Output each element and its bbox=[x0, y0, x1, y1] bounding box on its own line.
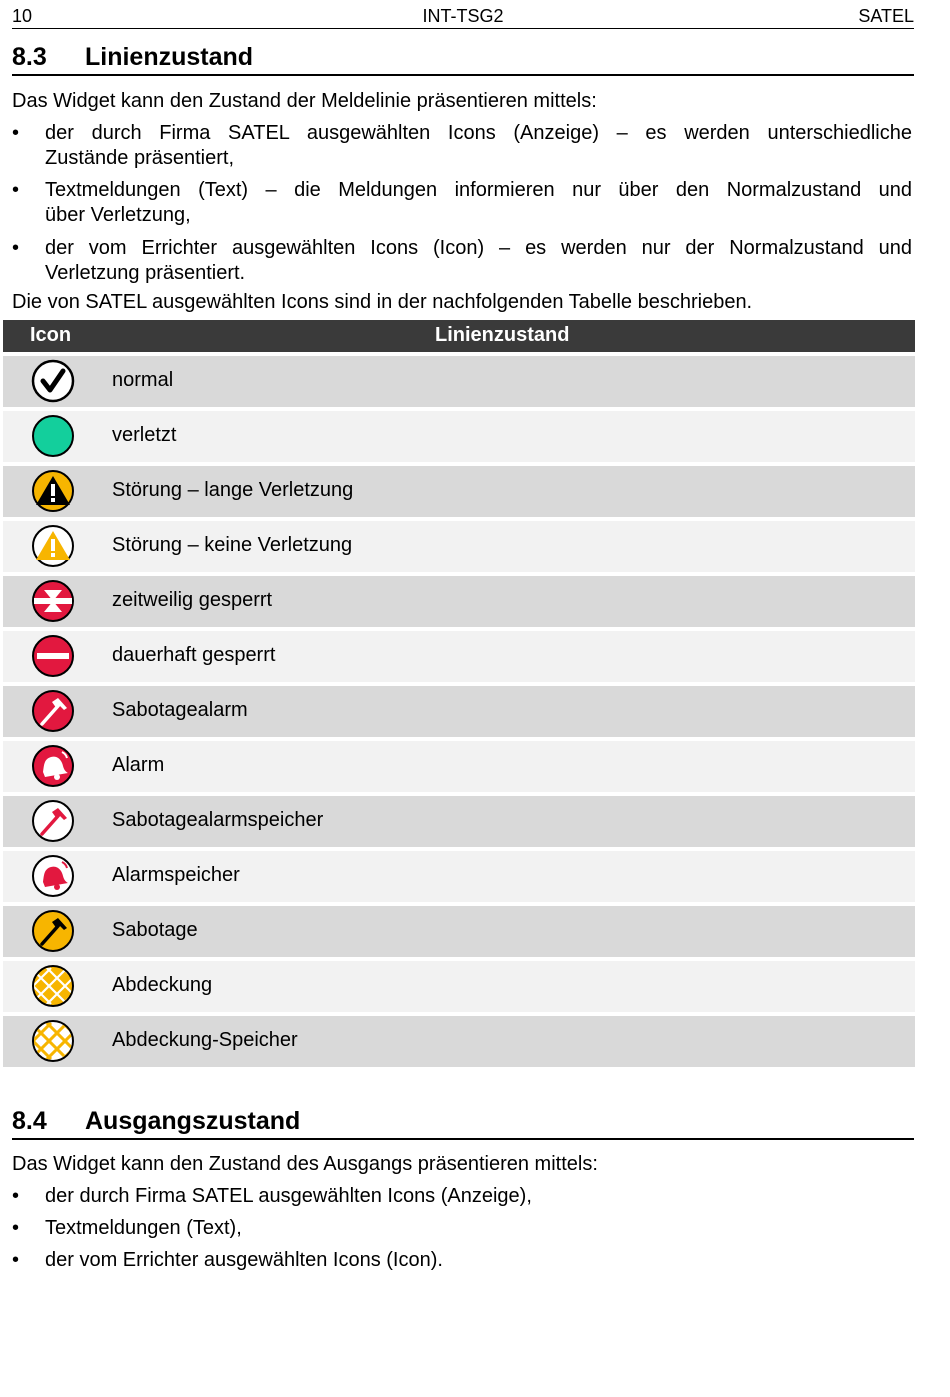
state-label: verletzt bbox=[112, 424, 177, 446]
bullet-text: der vom Errichter ausgewählten Icons (Icon). bbox=[45, 1249, 443, 1271]
section-intro: Das Widget kann den Zustand der Meldelinie präsentieren mittels: bbox=[12, 90, 597, 112]
state-label: Störung – lange Verletzung bbox=[112, 479, 354, 501]
section-intro: Das Widget kann den Zustand des Ausgangs präsentieren mittels: bbox=[12, 1153, 598, 1175]
page-number: 10 bbox=[12, 6, 33, 26]
state-label: Sabotagealarm bbox=[112, 699, 248, 721]
state-label: Abdeckung-Speicher bbox=[112, 1029, 298, 1051]
state-label: Sabotage bbox=[112, 919, 198, 941]
page-header bbox=[12, 4, 914, 29]
bullet-text: Zustände präsentiert, bbox=[45, 147, 234, 169]
table-row bbox=[3, 466, 915, 517]
bullet-dot: • bbox=[12, 237, 20, 259]
hammer-red-icon bbox=[31, 689, 75, 733]
hammer-yellow-icon bbox=[31, 909, 75, 953]
status-table bbox=[3, 320, 915, 1067]
state-label: Störung – keine Verletzung bbox=[112, 534, 353, 556]
table-row bbox=[3, 961, 915, 1012]
table-intro: Die von SATEL ausgewählten Icons sind in der nachfolgenden Tabelle beschrieben. bbox=[12, 291, 753, 313]
table-row bbox=[3, 521, 915, 572]
table-row bbox=[3, 631, 915, 682]
bullet-dot: • bbox=[12, 1217, 20, 1239]
table-row bbox=[3, 906, 915, 957]
bullet-text: der vom Errichter ausgewählten Icons (Icon) – es werden nur der Normalzustand und bbox=[45, 237, 912, 259]
bullet-text: über Verletzung, bbox=[45, 204, 191, 226]
no-entry-icon bbox=[31, 634, 75, 678]
bullet-text: Textmeldungen (Text), bbox=[45, 1217, 242, 1239]
brand-name: SATEL bbox=[858, 6, 914, 26]
state-label: normal bbox=[112, 369, 174, 391]
section-number: 8.4 bbox=[12, 1107, 47, 1135]
column-header-state: Linienzustand bbox=[435, 324, 570, 346]
lattice-memory-icon bbox=[31, 1019, 75, 1063]
doc-title: INT-TSG2 bbox=[422, 6, 504, 26]
table-row bbox=[3, 1016, 915, 1067]
table-row bbox=[3, 686, 915, 737]
section-8-4-heading bbox=[12, 1106, 914, 1140]
section-number: 8.3 bbox=[12, 43, 47, 71]
bullet-text: Textmeldungen (Text) – die Meldungen informieren nur über den Normalzustand und bbox=[45, 179, 912, 201]
state-label: Sabotagealarmspeicher bbox=[112, 809, 324, 831]
bell-outline-icon bbox=[31, 854, 75, 898]
state-label: Abdeckung bbox=[112, 974, 213, 996]
state-label: zeitweilig gesperrt bbox=[112, 589, 273, 611]
check-icon bbox=[31, 359, 75, 403]
bullet-dot: • bbox=[12, 179, 20, 201]
bullet-text: Verletzung präsentiert. bbox=[45, 262, 246, 284]
table-row bbox=[3, 796, 915, 847]
warning-light-icon bbox=[31, 524, 75, 568]
hourglass-blocked-icon bbox=[31, 579, 75, 623]
hammer-outline-icon bbox=[31, 799, 75, 843]
table-row bbox=[3, 411, 915, 462]
bullet-text: der durch Firma SATEL ausgewählten Icons (Anzeige) – es werden unterschiedliche bbox=[45, 122, 912, 144]
state-label: dauerhaft gesperrt bbox=[112, 644, 276, 666]
state-label: Alarm bbox=[112, 754, 165, 776]
bullet-dot: • bbox=[12, 1185, 20, 1207]
table-row bbox=[3, 851, 915, 902]
table-row bbox=[3, 576, 915, 627]
table-row bbox=[3, 356, 915, 407]
lattice-icon bbox=[31, 964, 75, 1008]
bullet-text: der durch Firma SATEL ausgewählten Icons (Anzeige), bbox=[45, 1185, 532, 1207]
bell-red-icon bbox=[31, 744, 75, 788]
state-label: Alarmspeicher bbox=[112, 864, 240, 886]
warning-dark-icon bbox=[31, 469, 75, 513]
section-8-3-heading bbox=[12, 42, 914, 76]
column-header-icon: Icon bbox=[30, 324, 72, 346]
section-title: Linienzustand bbox=[85, 43, 254, 71]
bullet-dot: • bbox=[12, 1249, 20, 1271]
green-circle-icon bbox=[31, 414, 75, 458]
table-header bbox=[3, 320, 915, 352]
bullet-dot: • bbox=[12, 122, 20, 144]
table-row bbox=[3, 741, 915, 792]
section-title: Ausgangszustand bbox=[85, 1107, 301, 1135]
